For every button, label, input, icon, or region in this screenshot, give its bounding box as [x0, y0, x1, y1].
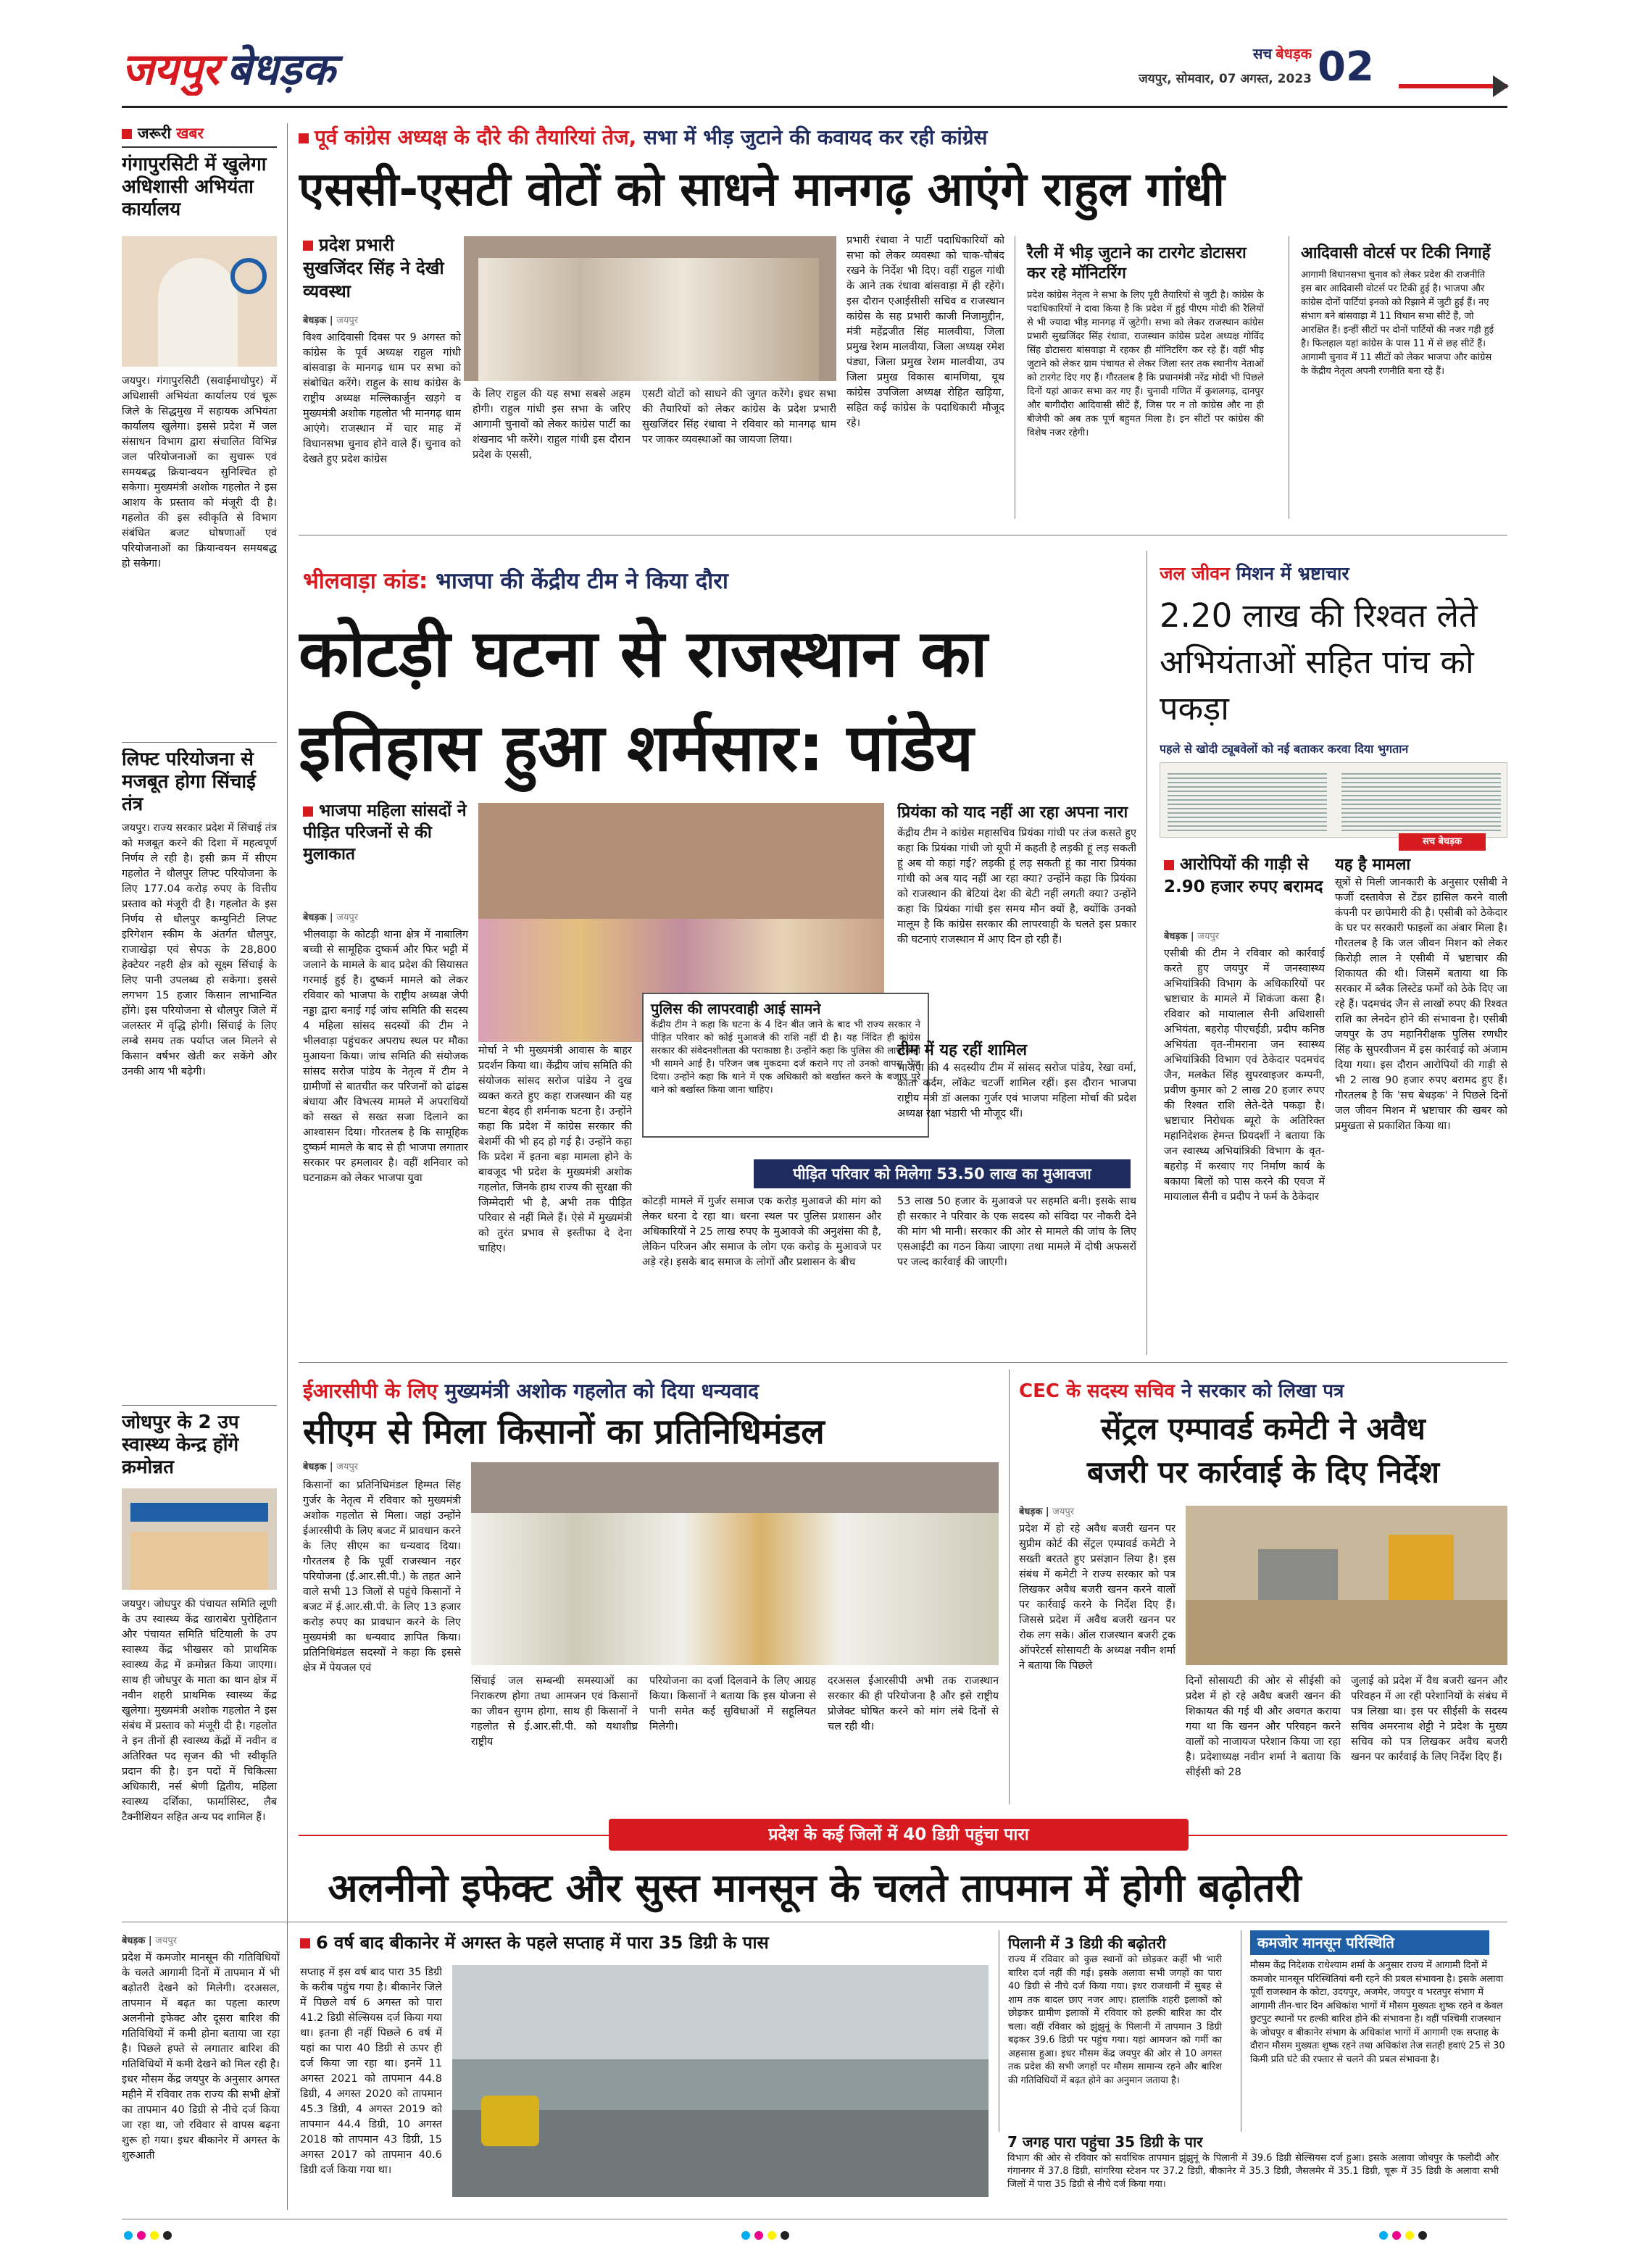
story4-col3: परियोजना का दर्जा दिलवाने के लिए आग्रह किया। किसानों ने बताया कि इस योजना से पानी समेत कई सुविधाओं में सहूलियत मिलेगी।: [649, 1675, 816, 1733]
story1-col4: प्रभारी रंधावा ने पार्टी पदाधिकारियों को सभा को लेकर व्यवस्था को चाक-चौबंद रखने के निर्देश भी दिए। वहीं राहुल गांधी के आने तक रंधावा बांसवाड़ा में ही रहेंगे। इस दौरान एआईसीसी सचिव व राजस्थान कांग्रेस के सह प्रभारी काजी निजामुद्दीन, मंत्री महेंद्रजीत सिंह मालवीया, जिला प्रमुख रेशम मालवीया, जिला अध्यक्ष रमेश पंड्या, जिला प्रमुख रेशम मालवीया, उप जिला प्रमुख विकास बामणिया, यूथ कांग्रेस उपजिला अध्यक्ष रोहित खड़िया, सहित कई कांग्रेस के पदाधिकारी मौजूद रहे।: [846, 235, 1004, 429]
banner-rule: [299, 1835, 609, 1836]
masthead-logo: [122, 38, 441, 96]
building-icon: [130, 1532, 268, 1590]
story4-photo: [471, 1462, 999, 1665]
byline-brand: बेधड़क: [1164, 931, 1188, 942]
byline-place: जयपुर: [336, 1462, 359, 1472]
story5-kicker-red: CEC के सदस्य सचिव: [1019, 1380, 1175, 1402]
tagline-prefix: सच: [1252, 45, 1273, 62]
sand-icon: [1186, 1600, 1507, 1665]
story1-headline: एससी-एसटी वोटों को साधने मानगढ़ आएंगे राहुल गांधी: [299, 163, 1225, 217]
story4-kicker-rest: मुख्यमंत्री अशोक गहलोत को दिया धन्यवाद: [444, 1379, 759, 1403]
group-photo-icon: [478, 258, 819, 381]
story6-col1: प्रदेश में कमजोर मानसून की गतिविधियों के चलते आगामी दिनों में तापमान में भी बढ़ोतरी देखने को मिलेगी। दरअसल, तापमान में बढ़त का पहला कारण अलनीनो इफेक्ट और दूसरा बारिश की गतिविधियों में कमी होना बताया जा रहा है। पिछले हफ्ते से लगातार बारिश की गतिविधियों में कमी देखने को मिल रही है। इधर मौसम केंद्र जयपुर के अनुसार अगस्त महीने में रविवार तक राज्य की सभी क्षेत्रों का तापमान 40 डिग्री से नीचे दर्ज किया जा रहा था, जो रविवार से वापस बढ़ना शुरू हो गया। इधर बीकानेर में अगस्त के शुरुआती: [122, 1952, 280, 2161]
story5-headline: [1019, 1407, 1507, 1497]
square-bullet-icon: [303, 806, 313, 817]
story2-headline-line1: कोटड़ी घटना से राजस्थान का: [299, 616, 988, 692]
brief-3-photo: [122, 1488, 277, 1590]
story2-b1: कोटड़ी मामले में गुर्जर समाज एक करोड़ मुआवजे की मांग को लेकर धरना दे रहा था। धरना स्थल पर पुलिस प्रशासन और अधिकारियों ने 25 लाख रुपए के मुआवजे की अनुशंसा की है, लेकिन परिजन और समाज के लोग एक करोड़ के मुआवजे पर अड़े रहे। इसके बाद समाज के लोगों और प्रशासन के बीच: [642, 1196, 881, 1268]
black-dot-icon: [781, 2231, 789, 2240]
story2-headline: [299, 607, 1139, 797]
square-bullet-icon: [1164, 860, 1174, 870]
box-tribal-text: आगामी विधानसभा चुनाव को लेकर प्रदेश की राजनीति इस बार आदिवासी वोटर्स पर टिकी हुई है। भाजपा और कांग्रेस दोनों पार्टियां इनको को रिझाने में जुटी हुई हैं। नए संभाग बने बांसवाड़ा में 11 विधान सभा सीटें हैं, जो आरक्षित हैं। इन्हीं सीटों पर दोनों पार्टियों की नजर गड़ी हुई है। फिलहाल यहां कांग्रेस के पास 11 में से छह सीटें हैं। आगामी चुनाव में 11 सीटों को लेकर भाजपा और कांग्रेस के केंद्रीय नेतृत्व अपनी रणनीति बना रहे हैं।: [1301, 270, 1494, 377]
matter-head: यह है मामला: [1335, 856, 1411, 874]
byline-brand: बेधड़क: [303, 315, 327, 326]
excavator-icon: [1389, 1535, 1454, 1600]
hospital-sign-icon: [130, 1503, 268, 1522]
brief-3-headline: जोधपुर के 2 उप स्वास्थ्य केन्द्र होंगे क्रमोन्नत: [122, 1412, 239, 1478]
story2-sidecol: [897, 803, 1136, 1158]
story4-col1: किसानों का प्रतिनिधिमंडल हिम्मत सिंह गुर्जर के नेतृत्व में रविवार को मुख्यमंत्री अशोक गहलोत से मिला। जहां उन्होंने ईआरसीपी के लिए बजट में प्रावधान करने के लिए सीएम का धन्यवाद दिया। गौरतलब है कि पूर्वी राजस्थान नहर परियोजना (ई.आर.सी.पी.) के तहत आने वाले सभी 13 जिलों से पहुंचे किसानों ने बजट में ई.आर.सी.पी. के लिए 13 हजार करोड़ रुपए का प्रावधान करने के लिए मुख्यमंत्री का धन्यवाद ज्ञापित किया। प्रतिनिधिमंडल सदस्यों ने कहा कि इससे क्षेत्र में पेयजल एवं: [303, 1480, 461, 1674]
byline-brand: बेधड़क: [303, 1462, 327, 1472]
story1-kicker: [299, 123, 1507, 152]
story4-col2: सिंचाई जल सम्बन्धी समस्याओं का निराकरण होगा तथा आमजन एवं किसानों का जीवन सुगम होगा, साथ ही किसानों ने गहलोत से ई.आर.सी.पी. को यथाशीघ्र राष्ट्रीय: [471, 1675, 638, 1748]
byline-place: जयपुर: [336, 315, 359, 326]
story5-col3: जुलाई को प्रदेश में वैध बजरी खनन और परिवहन में आ रही परेशानियों के संबंध में पत्र लिखा था। इस पर सीईसी के सदस्य सचिव अमरनाथ शेट्टी ने प्रदेश के मुख्य सचिव को पत्र लिखकर अवैध बजरी खनन पर कार्रवाई के लिए निर्देश दिए हैं।: [1351, 1675, 1507, 1763]
story5-col2: दिनों सोसायटी की ओर से सीईसी को प्रदेश में हो रहे अवैध बजरी खनन की शिकायत की गई थी और अवगत कराया गया था कि खनन और परिवहन करने वालों को नाजायज परेशान किया जा रहा है। प्रदेशाध्यक्ष नवीन शर्मा ने बताया कि सीईसी को 28: [1186, 1675, 1341, 1778]
story2-col2: मोर्चा ने भी मुख्यमंत्री आवास के बाहर प्रदर्शन किया था। केंद्रीय जांच समिति की संयोजक सांसद सरोज पांडेय ने दुख व्यक्त करते हुए कहा राजस्थान की यह घटना बेहद ही शर्मनाक घटना है। उन्होंने कहा कि प्रदेश में कांग्रेस सरकार की बेशर्मी की भी हद हो गई है। उन्होंने कहा कि प्रदेश में इतना बड़ा मामला होने के बावजूद भी प्रदेश के मुख्यमंत्री अशोक गहलोत, जिनके हाथ राज्य की सुरक्षा की जिम्मेदारी भी है, अभी तक पीड़ित परिवार से नहीं मिले हैं। ऐसे में मुख्यमंत्री को तुरंत प्रभाव से इस्तीफा दे देना चाहिए।: [478, 1045, 632, 1254]
story4-kicker: [303, 1377, 999, 1406]
tagline-brand: बेधड़क: [1276, 45, 1312, 62]
box-rally-head: रैली में भीड़ जुटाने का टारगेट डोटासरा कर रहे मॉनिटरिंग: [1027, 244, 1247, 283]
story3-kicker-red: जल जीवन: [1160, 563, 1231, 584]
clipping-icon: [1168, 770, 1327, 831]
delegation-photo-icon: [471, 1513, 999, 1665]
story6-photo: [452, 1965, 989, 2197]
story5-headline-line1: सेंट्रल एम्पावर्ड कमेटी ने अवैध: [1101, 1411, 1426, 1446]
pilani-head: पिलानी में 3 डिग्री की बढ़ोतरी: [1008, 1935, 1166, 1952]
story3-photo-credit: सच बेधड़क: [1399, 833, 1486, 851]
logo-right: बेधड़क: [227, 44, 336, 95]
priyanka-text: केंद्रीय टीम ने कांग्रेस महासचिव प्रियंका गांधी पर तंज कसते हुए कहा कि प्रियंका गांधी जो यूपी में कहती है लड़की हूं लड़ सकती हूं अब वो कहां गई? लड़की हूं लड़ सकती हूं का नारा प्रियंका गांधी को अब याद नहीं आ रहा क्या? उन्होंने कहा कि प्रियंका को राजस्थान की बेटियां देश की बेटी नहीं लगती क्या? उन्होंने कहा कि प्रियंका गांधी इस समय मौन क्यों है, क्योंकि उनको मालूम है कि कांग्रेस सरकार की लापरवाही के चलते इस प्रकार की घटनाएं राजस्थान में आए दिन हो रही हैं।: [897, 827, 1136, 946]
brief-divider: [122, 742, 277, 743]
story3-col1: एसीबी की टीम ने रविवार को कार्रवाई करते हुए जयपुर में जनस्वास्थ्य अभियांत्रिकी विभाग के अधिकारियों पर भ्रष्टाचार के मामले में शिकंजा कसा है। रविवार को मायालाल सैनी अधिशासी अभियंता, बहरोड़ पीएचईडी, प्रदीप कनिष्ठ अभियंता वृत-नीमराना जन स्वास्थ्य अभियांत्रिकी विभाग एवं ठेकेदार पदमचंद जैन, मलकेत सिंह सुपरवाइजर कम्पनी, प्रवीण कुमार को 2 लाख 20 हजार रुपए की रिश्वत राशि लेते-देते पकड़ा है। भ्रष्टाचार निरोधक ब्यूरो के अतिरिक्त महानिदेशक हेमन्त प्रियदर्शी ने बताया कि जन स्वास्थ्य अभियांत्रिकी विभाग के वृत- बहरोड़ में करवाए गए निर्माण कार्य के बकाया बिलों को पास करने की एवज में मायालाल सैनी व प्रदीप ने फर्म के ठेकेदार: [1164, 948, 1325, 1203]
sidebar-label-b: खबर: [176, 125, 204, 142]
story2-kicker-red: भीलवाड़ा कांड:: [303, 568, 428, 594]
story5-kicker: [1019, 1377, 1507, 1406]
story3-byline: बेधड़क | जयपुर: [1164, 931, 1220, 942]
square-bullet-icon: [300, 1938, 310, 1948]
byline-place: जयपुर: [1197, 931, 1220, 942]
square-bullet-icon: [122, 129, 132, 139]
dateline: जयपुर, सोमवार, 07 अगस्त, 2023: [1139, 72, 1312, 86]
story6-headline: अलनीनो इफेक्ट और सुस्त मानसून के चलते तापमान में होगी बढ़ोतरी: [328, 1865, 1302, 1911]
page-number: 02: [1318, 43, 1374, 91]
team-text: भाजपा की 4 सदस्यीय टीम में सांसद सरोज पांडेय, रेखा वर्मा, कांता कर्दम, लॉकेट चटर्जी शामिल रहीं। इस दौरान भाजपा राष्ट्रीय मंत्री डॉ अलका गुर्जर एवं भाजपा महिला मोर्चा की प्रदेश अध्यक्ष रक्षा भंडारी भी मौजूद थीं।: [897, 1062, 1136, 1120]
registration-marks-center: [739, 2229, 884, 2243]
story2-subhead: [303, 800, 468, 904]
story6-col2: सप्ताह में इस वर्ष बाद पारा 35 डिग्री के करीब पहुंच गया है। बीकानेर जिले में पिछले वर्ष 6 अगस्त को पारा 41.2 डिग्री सेल्सियस दर्ज किया गया था। इतना ही नहीं पिछले 6 वर्ष में यहां का पारा 40 डिग्री से ऊपर ही दर्ज किया जा रहा था। इनमें 11 अगस्त 2021 को तापमान 44.8 डिग्री, 4 अगस्त 2020 को तापमान 45.3 डिग्री, 4 अगस्त 2019 को तापमान 44.4 डिग्री, 10 अगस्त 2018 को तापमान 43 डिग्री, 15 अगस्त 2017 को तापमान 40.6 डिग्री दर्ज किया गया था।: [300, 1967, 442, 2176]
square-bullet-icon: [303, 241, 313, 251]
column-rule: [1009, 1369, 1010, 1804]
story3-strap: पहले से खोदी ट्यूबवेलों को नई बताकर करवा दिया भुगतान: [1160, 742, 1409, 756]
logo-left: जयपुर: [122, 44, 219, 95]
police-box-text: केंद्रीय टीम ने कहा कि घटना के 4 दिन बीत जाने के बाद भी राज्य सरकार ने पीड़ित परिवार को कोई मुआवजे की राशि नहीं दी है। यह निंदित ही कांग्रेस सरकार की संवेदनशीलता की पराकाष्ठा है। उन्होंने कहा कि पुलिस की लापरवाही भी सामने आई है। परिजन जब मुकदमा दर्ज कराने गए तो उनको वापस भेज दिया। उन्होंने कहा कि थाने में एक अधिकारी को बर्खास्त करने के बजाए पूरे थाने को बर्खास्त किया जाना चाहिए।: [651, 1020, 920, 1096]
compensation-banner: पीड़ित परिवार को मिलेगा 53.50 लाख का मुआवजा: [754, 1159, 1131, 1188]
box-rally-text: प्रदेश कांग्रेस नेतृत्व ने सभा के लिए पूरी तैयारियों से जुटी है। कांग्रेस के पदाधिकारियों ने दावा किया है कि प्रदेश में हुई पीएम मोदी की रैलियों से भी ज्यादा भीड़ मानगढ़ में जुटेगी। सभा को लेकर राजस्थान कांग्रेस प्रभारी सुखजिंदर सिंह रंधावा, राजस्थान कांग्रेस प्रदेश अध्यक्ष गोविंद सिंह डोटासरा बांसवाड़ा में रहकर ही मॉनिटरिंग कर रहे हैं। वहीं भीड़ जुटाने को लेकर ग्राम पंचायत से लेकर जिला स्तर तक स्थानीय नेताओं को टारगेट दिए गए हैं। गौरतलब है कि प्रधानमंत्री नरेंद्र मोदी भी पिछले दिनों यहां आकर सभा कर गए हैं। चुनावी गणित में कुशलगढ़, दानपुर और बागीदौरा आदिवासी सीटें हैं, जिस पर न तो कांग्रेस और ना ही बीजेपी को अब तक पूर्ण बहुमत मिला है। इन सीटों पर कांग्रेस की विशेष नजर रहेगी।: [1027, 290, 1264, 438]
cyan-dot-icon: [124, 2231, 133, 2240]
story4-col4: दरअसल ईआरसीपी अभी तक राजस्थान सरकार की ही परियोजना है और इसे राष्ट्रीय प्रोजेक्ट घोषित करने को मांग लंबे दिनों से चल रही थी।: [828, 1675, 999, 1733]
clipping-icon: [1341, 770, 1501, 831]
priyanka-head: प्रियंका को याद नहीं आ रहा अपना नारा: [897, 804, 1128, 822]
heat-banner: प्रदेश के कई जिलों में 40 डिग्री पहुंचा पारा: [609, 1819, 1189, 1851]
police-box-head: पुलिस की लापरवाही आई सामने: [651, 1000, 821, 1017]
story4-headline: सीएम से मिला किसानों का प्रतिनिधिमंडल: [303, 1412, 825, 1452]
square-bullet-icon: [299, 133, 309, 143]
story5-photo: [1186, 1506, 1507, 1665]
story1-kicker-red: पूर्व कांग्रेस अध्यक्ष के दौरे की तैयारियां तेज,: [315, 125, 637, 149]
cyan-dot-icon: [741, 2231, 750, 2240]
byline-place: जयपुर: [1052, 1506, 1075, 1517]
story6-subhead: [300, 1930, 989, 1956]
story1-subhead: [303, 233, 448, 310]
story4-byline: बेधड़क | जयपुर: [303, 1462, 359, 1472]
team-head: टीम में यह रहीं शामिल: [897, 1041, 1027, 1059]
pen-nib-icon: [1493, 75, 1509, 97]
story1-col2: के लिए राहुल की यह सभा सबसे अहम होगी। राहुल गांधी इस सभा के जरिए आगामी चुनावों को लेकर कांग्रेस पार्टी का शंखनाद भी करेंगे। राहुल गांधी इस दौरान प्रदेश के एससी,: [473, 388, 631, 461]
black-dot-icon: [163, 2231, 172, 2240]
yellow-dot-icon: [1405, 2231, 1414, 2240]
registration-marks-left: [122, 2229, 267, 2243]
story2-police-box: [642, 993, 929, 1138]
magenta-dot-icon: [1392, 2231, 1401, 2240]
banner-rule: [1189, 1835, 1507, 1836]
pilani-text: राज्य में रविवार को कुछ स्थानों को छोड़कर कहीं भी भारी बारिश दर्ज नहीं की गई। इसके अलावा सभी जगहों का पारा 40 डिग्री से नीचे दर्ज किया गया। इधर राजधानी में सुबह से शाम तक बादल छाए नजर आए। हालांकि शहरी इलाकों को छोड़कर ग्रामीण इलाकों में रविवार को हल्की बारिश का दौर चला। वहीं रविवार को झुंझुनूं के पिलानी में तापमान 3 डिग्री बढ़कर 39.6 डिग्री पर पहुंच गया। यहां आमजन को गर्मी का अहसास हुआ। इधर मौसम केंद्र जयपुर की ओर से 10 अगस्त तक प्रदेश की सभी जगहों पर मौसम सामान्य रहने और बारिश की गतिविधियों में बढ़त होने का अनुमान जताया है।: [1008, 1954, 1222, 2086]
brief-1-headline: गंगापुरसिटी में खुलेगा अधिशासी अभियंता कार्यालय: [122, 154, 267, 220]
story3-kicker-rest: मिशन में भ्रष्टाचार: [1236, 563, 1349, 584]
story5-col1: प्रदेश में हो रहे अवैध बजरी खनन पर सुप्रीम कोर्ट की सेंट्रल एम्पावर्ड कमेटी ने सख्ती बरतते हुए प्रसंज्ञान लिया है। इस संबंध में कमेटी ने राज्य सरकार को पत्र लिखकर अवैध बजरी खनन करने वालों पर कार्रवाई करने के निर्देश दिए हैं। जिससे प्रदेश में अवैध बजरी खनन पर रोक लग सके। ऑल राजस्थान बजरी ट्रक ऑपरेटर्स सोसायटी के अध्यक्ष नवीन शर्मा ने बताया कि पिछले: [1019, 1523, 1175, 1672]
story5-kicker-rest: ने सरकार को लिखा पत्र: [1181, 1380, 1344, 1402]
story3-kicker: [1160, 561, 1507, 588]
byline-place: जयपुर: [336, 912, 359, 923]
truck-icon: [1258, 1549, 1338, 1600]
sky-icon: [452, 1965, 989, 2059]
box-tribal-head: आदिवासी वोटर्स पर टिकी निगाहें: [1301, 244, 1491, 262]
yellow-dot-icon: [767, 2231, 776, 2240]
brief-2-headline: लिफ्ट परियोजना से मजबूत होगा सिंचाई तंत्र: [122, 749, 256, 815]
byline-brand: बेधड़क: [122, 1935, 146, 1946]
brief-1-text: जयपुर। गंगापुरसिटी (सवाईमाधोपुर) में अधिशासी अभियंता कार्यालय एवं चूरू जिले के सिद्धमुख में सहायक अभियंता कार्यालय खुलेगा। इससे प्रदेश में जल संसाधन विभाग द्वारा संचालित विभिन्न जल परियोजनाओं का सुचारू एवं समयबद्ध क्रियान्वयन सुनिश्चित हो सकेगा। मुख्यमंत्री अशोक गहलोत ने इस आशय के प्रस्ताव को मंजूरी दी है। गहलोत की इस स्वीकृति से विभाग संबंधित बजट घोषणाओं एवं परियोजनाओं का क्रियान्वयन समयबद्ध हो सकेगा।: [122, 375, 277, 570]
emblem-icon: [230, 258, 267, 294]
portrait-icon: [158, 258, 238, 367]
story2-headline-line2: इतिहास हुआ शर्मसार: पांडेय: [299, 710, 974, 786]
story3-headline: 2.20 लाख की रिश्वत लेते अभियंताओं सहित पांच को पकड़ा: [1160, 596, 1478, 727]
masthead-rule: [122, 106, 1507, 108]
story1-col1: विश्व आदिवासी दिवस पर 9 अगस्त को कांग्रेस के पूर्व अध्यक्ष राहुल गांधी बांसवाड़ा के मानगढ़ धाम पर सभा को संबोधित करेंगे। राहुल के साथ कांग्रेस के राष्ट्रीय अध्यक्ष मल्लिकार्जुन खड़गे व मुख्यमंत्री अशोक गहलोत भी मानगढ़ धाम आएंगे। राजस्थान में चार माह में विधानसभा चुनाव होने वाले हैं। चुनाव को देखते हुए प्रदेश कांग्रेस: [303, 332, 461, 465]
story1-kicker-rest: सभा में भीड़ जुटाने की कवायद कर रही कांग्रेस: [644, 125, 988, 149]
black-dot-icon: [1418, 2231, 1427, 2240]
story6-subhead-text: 6 वर्ष बाद बीकानेर में अगस्त के पहले सप्ताह में पारा 35 डिग्री के पास: [316, 1933, 769, 1953]
story4-kicker-red: ईआरसीपी के लिए: [303, 1379, 438, 1403]
story3-subhead-text: आरोपियों की गाड़ी से 2.90 हजार रुपए बरामद: [1164, 855, 1323, 896]
section-rule: [299, 1362, 1507, 1363]
byline-brand: बेधड़क: [303, 912, 327, 923]
story1-photo: [464, 236, 836, 381]
story1-col3: एसटी वोटों को साधने की जुगत करेंगे। इधर सभा की तैयारियों को लेकर कांग्रेस के प्रदेश प्रभारी सुखजिंदर सिंह रंधावा ने रविवार को मानगढ़ धाम पर जाकर व्यवस्थाओं का जायजा लिया।: [642, 388, 836, 446]
brief-2-text: जयपुर। राज्य सरकार प्रदेश में सिंचाई तंत्र को मजबूत करने की दिशा में महत्वपूर्ण निर्णय ले रही है। इसी क्रम में सीएम गहलोत ने धौलपुर लिफ्ट परियोजना के लिए 177.04 करोड़ रुपए के वित्तीय प्रस्ताव को मंजूरी दी है। गहलोत के इस निर्णय से धौलपुर कम्युनिटी लिफ्ट इरिगेशन स्कीम के अंतर्गत धौलपुर, राजाखेड़ा एवं सेपऊ के 28,800 हेक्टेयर नहरी क्षेत्र को सूक्ष्म सिंचाई के लिए पानी उपलब्ध हो सकेगा। इससे लगभग 15 हजार किसान लाभान्वित होंगे। इस परियोजना से धौलपुर जिले में जलस्तर में वृद्धि होगी। सिंचाई के लिए लम्बे समय तक पर्याप्त जल मिलने से किसान वर्षभर खेती कर सकेंगे और उनकी आय भी बढ़ेगी।: [122, 822, 277, 1077]
matter-text: सूत्रों से मिली जानकारी के अनुसार एसीबी ने फर्जी दस्तावेज से टेंडर हासिल करने वाली कंपनी पर छापेमारी की है। एसीबी को ठेकेदार के घर पर सरकारी फाइलों का अंबार मिला है। गौरतलब है कि जल जीवन मिशन को लेकर किरोड़ी लाल ने एसीबी में भ्रष्टाचार की शिकायत की थी। जिसमें बताया था कि सरकार में ब्लैक लिस्टेड फर्मों को ठेके दिए जा रहे हैं। पदमचंद जैन से लाखों रुपए की रिश्वत राशि का लेनदेन होने की संभावना है। एसीबी जयपुर के उप महानिरीक्षक पुलिस रणधीर सिंह के सुपरवीजन में इस कार्रवाई को अंजाम दिया गया। इस दौरान आरोपियों की गाड़ी से भी 2 लाख 90 हजार रुपए बरामद हुए हैं। गौरतलब है कि 'सच बेधड़क' ने पिछले दिनों जल जीवन मिशन में भ्रष्टाचार की खबर को प्रमुखता से प्रकाशित किया था।: [1335, 877, 1507, 1132]
seven-text: विभाग की ओर से रविवार को सर्वाधिक तापमान झुंझुनूं के पिलानी में 39.6 डिग्री सेल्सियस दर्ज हुआ। इसके अलावा जोधपुर के फलौदी और गंगानगर में 37.8 डिग्री, सांगरिया स्टेशन पर 37.2 डिग्री, बीकानेर में 35.3 डिग्री, जैसलमेर में 35.1 डिग्री, चूरू में 35 डिग्री के अलावा सभी जिलों में पारा 35 डिग्री से नीचे दर्ज किया गया।: [1007, 2153, 1499, 2190]
story1-subhead-text: प्रदेश प्रभारी सुखजिंदर सिंह ने देखी व्यवस्था: [303, 235, 444, 301]
byline-brand: बेधड़क: [1019, 1506, 1043, 1517]
story1-box-rally: [1015, 236, 1276, 519]
brief-1-photo: [122, 236, 277, 367]
story2-col1: भीलवाड़ा के कोटड़ी थाना क्षेत्र में नाबालिग बच्ची से सामूहिक दुष्कर्म और फिर भट्टी में जलाने के मामले के बाद प्रदेश की सियासत गरमाई हुई है। दुष्कर्म मामले को लेकर रविवार को भाजपा के राष्ट्रीय अध्यक्ष जेपी नड्डा द्वारा बनाई गई जांच समिति की सदस्य 4 महिला सांसद सदस्यों की टीम ने भीलवाड़ा पहुंचकर अपराध स्थल पर मौका मुआयना किया। जांच समिति की संयोजक सांसद सरोज पांडेय के नेतृत्व में टीम ने ग्रामीणों से बातचीत कर परिजनों को ढांढस बंधाया और विभत्स्य मामले में अपराधियों को सख्त से सख्त सजा दिलाने का आश्वासन दिया। गौरतलब है कि सामूहिक दुष्कर्म मामले के बाद से ही भाजपा लगातार सरकार पर हमलावर है। वहीं शनिवार को घटनाक्रम को लेकर भाजपा युवा: [303, 929, 468, 1184]
story2-kicker-rest: भाजपा की केंद्रीय टीम ने किया दौरा: [436, 568, 728, 594]
yellow-dot-icon: [150, 2231, 159, 2240]
autorickshaw-icon: [481, 2096, 539, 2146]
seven-head: 7 जगह पारा पहुंचा 35 डिग्री के पार: [1007, 2133, 1203, 2151]
story2-b2: 53 लाख 50 हजार के मुआवजे पर सहमति बनी। इसके साथ ही सरकार ने परिवार के एक सदस्य को संविदा पर नौकरी देने की मांग भी मानी। सरकार की ओर से मामले की जांच के लिए एसआईटी का गठन किया जाएगा तथा मामले में दोषी अफसरों पर जल्द कार्रवाई की जाएगी।: [897, 1196, 1136, 1268]
story3-clipping-photo: [1160, 762, 1507, 838]
monsoon-text: मौसम केंद्र निदेशक राधेश्याम शर्मा के अनुसार राज्य में आगामी दिनों में कमजोर मानसून परिस्थितियां बनी रहने की प्रबल संभावना है। इसके अलावा पूर्वी राजस्थान के कोटा, उदयपुर, अजमेर, जयपुर व भरतपुर संभाग में आगामी तीन-चार दिन अधिकांश भागों में मौसम मुख्यतः शुष्क रहने व केवल छुटपुट स्थानों पर हल्की बारिश होने की संभावना है। वहीं पश्चिमी राजस्थान के जोधपुर व बीकानेर संभाग के अधिकांश भागों में आगामी एक सप्ताह के दौरान मौसम मुख्यतः शुष्क रहने तथा अधिकांश तेज सतही हवाएं 25 से 30 किमी प्रति घंटे की रफ्तार से चलने की प्रबल संभावना है।: [1250, 1960, 1505, 2065]
sidebar-label: [122, 123, 277, 148]
byline-place: जयपुर: [155, 1935, 178, 1946]
brief-3-text: जयपुर। जोधपुर की पंचायत समिति लूणी के उप स्वास्थ्य केंद्र खाराबेरा पुरोहितान और पंचायत समिति घंटियाली के उप स्वास्थ्य केंद्र भीखसर को प्राथमिक स्वास्थ्य केंद्र में क्रमोन्नत किया जाएगा। साथ ही जोधपुर के माता का थान क्षेत्र में नवीन शहरी प्राथमिक स्वास्थ्य केंद्र खुलेगा। मुख्यमंत्री अशोक गहलोत ने इस संबंध में प्रस्ताव को मंजूरी दी है। गहलोत ने इन तीनों ही स्वास्थ्य केंद्रों में नवीन व अतिरिक्त पद सृजन की भी स्वीकृति प्रदान की है। इन पदों में चिकित्सा अधिकारी, नर्स श्रेणी द्वितीय, महिला स्वास्थ्य दर्शिका, फार्मासिस्ट, लैब टैक्नीशियन सहित अन्य पद शामिल हैं।: [122, 1598, 277, 1823]
brief-divider: [122, 1405, 277, 1406]
magenta-dot-icon: [754, 2231, 763, 2240]
sidebar-label-a: जरूरी: [138, 125, 171, 142]
story1-byline: बेधड़क | जयपुर: [303, 315, 359, 326]
cyan-dot-icon: [1379, 2231, 1388, 2240]
story3-subhead: [1164, 854, 1323, 926]
story2-subhead-text: भाजपा महिला सांसदों ने पीड़ित परिजनों से की मुलाकात: [303, 801, 467, 864]
story3-col2: [1335, 855, 1507, 1348]
story5-headline-line2: बजरी पर कार्रवाई के दिए निर्देश: [1086, 1454, 1440, 1490]
story5-byline: बेधड़क | जयपुर: [1019, 1506, 1075, 1517]
monsoon-head: कमजोर मानसून परिस्थिति: [1250, 1930, 1489, 1955]
story6-byline: बेधड़क | जयपुर: [122, 1935, 178, 1946]
story2-byline: बेधड़क | जयपुर: [303, 912, 359, 923]
tagline: [1138, 43, 1312, 65]
story1-box-tribal: [1289, 236, 1506, 519]
masthead-pen-rule: [1399, 84, 1507, 88]
magenta-dot-icon: [137, 2231, 146, 2240]
story2-kicker: [303, 565, 1136, 597]
registration-marks-right: [1377, 2229, 1522, 2243]
story6-box-seven: [999, 2132, 1507, 2203]
